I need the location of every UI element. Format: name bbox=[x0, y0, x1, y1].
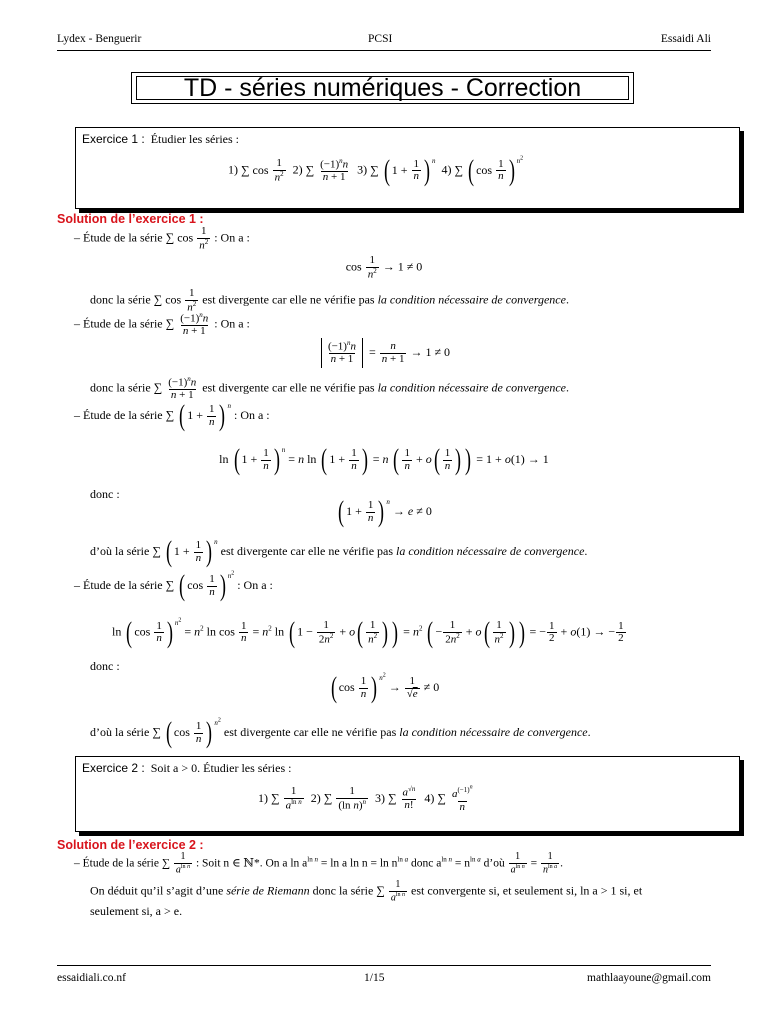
sol1-eq3b: ( 1 + $\frac{1}{n}$ ) $^n$ → e ≠ 0 bbox=[338, 495, 432, 529]
title-box bbox=[131, 72, 634, 104]
sol1-item4: – Étude de la série ∑ ( cos $\frac{1}{n}$ ) $^{n^2}$ : On a : bbox=[74, 569, 273, 603]
exercise-2-series: 1) ∑ $\frac{1}{a^{ln n}}$ 2) ∑ $\frac{1}{(\ln n)^n}$ 3) ∑ $\frac{a^{√n}}{n!}$ 4) ∑ $\frac{a^{(-1)^n}}{n}$ bbox=[258, 785, 473, 813]
footer-rule bbox=[57, 965, 711, 966]
exercise-1-label: Exercice 1 : bbox=[82, 132, 145, 146]
header-left: Lydex - Benguerir bbox=[57, 33, 142, 45]
exercise-1-box bbox=[75, 127, 740, 209]
footer-left: essaidiali.co.nf bbox=[57, 972, 126, 984]
exercise-1-series: 1) ∑ cos $\frac{1}{n^2}$ 2) ∑ $\frac{(-1)^nn}{n + 1}$ 3) ∑ ( 1 + $\frac{1}{n}$ ) $^n$ 4) ∑ ( cos $\frac{1}{n}$ ) $^{n^2}$ bbox=[228, 153, 524, 187]
sol2-deduce-end: seulement si, a > e. bbox=[90, 904, 183, 918]
sol1-conclusion1: donc la série ∑ cos $\frac{1}{n^2}$ est divergente car elle ne vérifie pas la condition nécessaire de convergence. bbox=[90, 287, 569, 314]
footer-right: mathlaayoune@gmail.com bbox=[587, 972, 711, 984]
sol1-eq4: ln ( cos $\frac{1}{n}$ ) $^{n^2} = n^2$ ln cos $\frac{1}{n}$ = $n^2$ ln ( 1 − $\frac{1}{2n^2}$ + o( $\frac{1}{n^2}$ ) ) = $n^2$ ( − $\frac{1}{2n^2}$ + o( $\frac{1}{n^2}$ ) ) = − $\frac{1}{2}$ + o(1) → − $\frac{1}{2}$ bbox=[112, 615, 624, 649]
exercise-2-prompt: Soit a > 0. Étudier les séries : bbox=[150, 761, 292, 775]
footer-page: 1/15 bbox=[364, 972, 385, 984]
sol1-conclusion4: d’où la série ∑ ( cos $\frac{1}{n}$ ) $^{n^2}$ est divergente car elle ne vérifie pas la condition nécessaire de convergence. bbox=[90, 716, 591, 750]
sol1-eq2: $\frac{(-1)^nn}{n + 1}$ = $\frac{n}{n + 1}$ → 1 ≠ 0 bbox=[0, 338, 768, 368]
sol2-item1: – Étude de la série ∑ $\frac{1}{a^{ln n}}$ : Soit n ∈ ℕ*. On a $\ln a^{ln n} = \ln a$ $\ln n = \ln n^{ln a}$ donc $a^{ln n} = n^{ln a}$ d’où $\frac{1}{a^{ln n}}$ = $\frac{1}{n^{ln a}}$ . bbox=[74, 851, 564, 875]
page-title: TD - séries numériques - Correction bbox=[183, 74, 582, 102]
sol1-eq4b: ( cos $\frac{1}{n}$ ) $^{n^2}$ → $\frac{1}{√e}$ ≠ 0 bbox=[330, 671, 440, 705]
header-rule bbox=[57, 50, 711, 51]
solution-2-heading: Solution de l’exercice 2 : bbox=[57, 838, 204, 852]
exercise-2-label: Exercice 2 : bbox=[82, 761, 145, 775]
sol1-conclusion3: d’où la série ∑ ( 1 + $\frac{1}{n}$ ) $^n$ est divergente car elle ne vérifie pas la condition nécessaire de convergence. bbox=[90, 535, 588, 569]
header-center: PCSI bbox=[368, 33, 393, 45]
sol1-donc3: donc : bbox=[90, 487, 120, 501]
sol1-item2: – Étude de la série ∑ $\frac{(-1)^nn}{n + 1}$ : On a : bbox=[74, 311, 250, 338]
sol2-deduce: On déduit qu’il s’agit d’une série de Riemann donc la série ∑ $\frac{1}{a^{ln n}}$ est convergente si, et seulement si, ln a > 1 si, et bbox=[90, 879, 643, 903]
sol1-item1: – Étude de la série ∑ cos $\frac{1}{n^2}$ : On a : bbox=[74, 225, 250, 252]
exercise-1-prompt: Étudier les séries : bbox=[150, 132, 240, 146]
sol1-conclusion2: donc la série ∑ $\frac{(-1)^nn}{n + 1}$ est divergente car elle ne vérifie pas la condition nécessaire de convergence. bbox=[90, 375, 569, 402]
sol1-item3: – Étude de la série ∑ ( 1 + $\frac{1}{n}$ ) $^n$ : On a : bbox=[74, 399, 270, 433]
sol1-eq3: ln ( 1 + $\frac{1}{n}$ ) $^n$ = n ln ( 1 + $\frac{1}{n}$ ) = n ( $\frac{1}{n}$ + o( $\frac{1}{n}$ ) ) = 1 + o(1) → 1 bbox=[219, 443, 549, 477]
header-right: Essaidi Ali bbox=[660, 33, 711, 45]
sol1-eq1: cos $\frac{1}{n^2}$ → 1 ≠ 0 bbox=[345, 254, 423, 281]
sol1-donc4: donc : bbox=[90, 659, 120, 673]
exercise-2-box bbox=[75, 756, 740, 832]
solution-1-heading: Solution de l’exercice 1 : bbox=[57, 212, 204, 226]
